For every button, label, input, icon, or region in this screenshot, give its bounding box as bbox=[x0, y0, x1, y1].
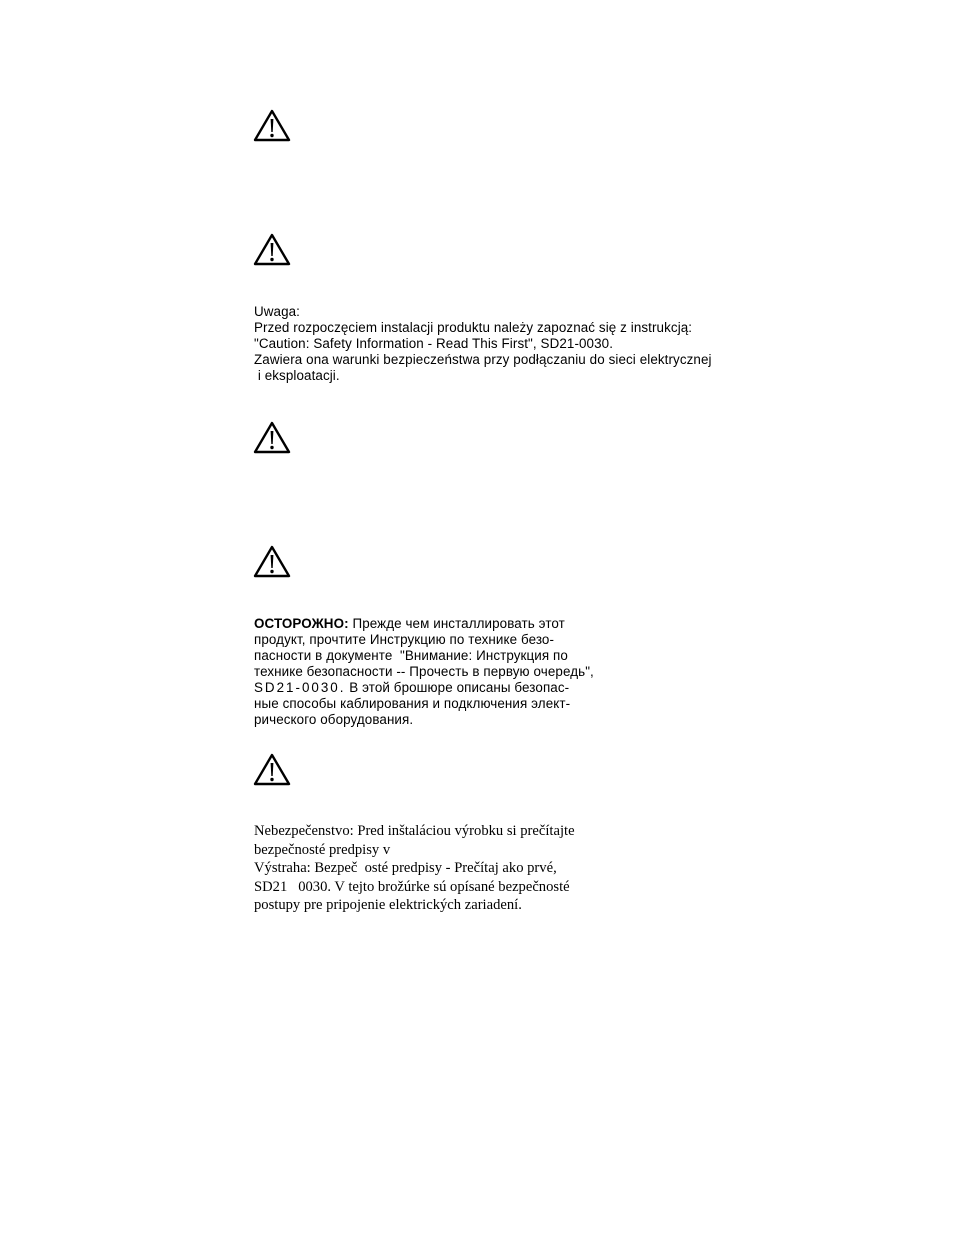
warning-triangle-icon bbox=[252, 420, 292, 456]
polish-warning-text bbox=[254, 304, 712, 384]
warning-triangle-icon bbox=[252, 752, 292, 788]
russian-line-6: ные способы каблирования и подключения элект- bbox=[254, 696, 571, 711]
polish-line-2: "Caution: Safety Information - Read This First", SD21-0030. bbox=[254, 336, 614, 351]
polish-line-3: Zawiera ona warunki bezpieczeństwa przy podłączaniu do sieci elektrycznej bbox=[254, 352, 712, 367]
slovak-line-1: Nebezpečenstvo: Pred inštaláciou výrobku si prečítajte bbox=[254, 823, 575, 839]
russian-line-2: продукт, прочтите Инструкцию по технике безо- bbox=[254, 632, 555, 647]
warning-triangle-icon bbox=[252, 544, 292, 580]
polish-line-1: Przed rozpoczęciem instalacji produktu należy zapoznać się z instrukcją: bbox=[254, 320, 693, 335]
russian-warning-text bbox=[254, 616, 594, 728]
polish-heading: Uwaga: bbox=[254, 304, 301, 319]
russian-doc-code: SD21-0030. bbox=[254, 680, 346, 695]
slovak-line-3: Výstraha: Bezpeč osté predpisy - Prečítaj ako prvé, bbox=[254, 860, 557, 877]
russian-line-3: пасности в документе "Внимание: Инструкция по bbox=[254, 648, 568, 663]
slovak-warning-text bbox=[254, 822, 575, 915]
warning-triangle-icon bbox=[252, 108, 292, 144]
russian-line-1-rest: Прежде чем инсталлировать этот bbox=[348, 616, 565, 631]
russian-line-4: технике безопасности -- Прочесть в первую очередь", bbox=[254, 664, 594, 679]
slovak-line-2: bezpečnosté predpisy v bbox=[254, 841, 391, 858]
russian-line-5 bbox=[254, 680, 594, 696]
russian-line-1 bbox=[254, 616, 594, 632]
russian-label: ОСТОРОЖНО: bbox=[254, 616, 349, 631]
polish-line-4: i eksploatacji. bbox=[254, 368, 340, 383]
slovak-line-5: postupy pre pripojenie elektrických zariadení. bbox=[254, 897, 522, 914]
russian-line-7: рического оборудования. bbox=[254, 712, 414, 727]
russian-line-5-rest: В этой брошюре описаны безопас- bbox=[345, 680, 570, 695]
warning-triangle-icon bbox=[252, 232, 292, 268]
slovak-line-4: SD21 0030. V tejto brožúrke sú opísané bezpečnosté bbox=[254, 878, 570, 895]
